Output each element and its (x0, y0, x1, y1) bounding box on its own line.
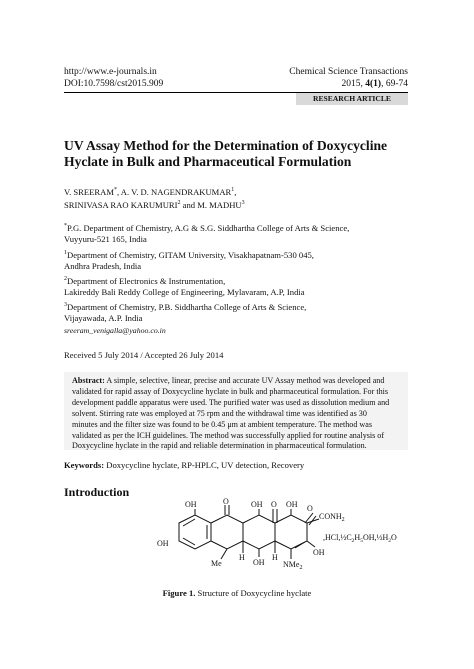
structure-label-oh: OH (313, 548, 325, 557)
structure-salt-sub: 2 (351, 538, 355, 544)
structure-salt-text: OH,½H (362, 533, 389, 542)
keywords-label: Keywords: (64, 460, 105, 470)
journal-name: Chemical Science Transactions (289, 67, 408, 77)
structure-salt-text: O (391, 533, 397, 542)
abstract-line: validated for rapid assay of Doxycycline hyclate in bulk and pharmaceutical formulation. For this (72, 386, 389, 396)
affiliation-line: Department of Chemistry, GITAM University, Visakhapatnam-530 045, (67, 250, 314, 260)
structure-subscript: 2 (299, 565, 303, 571)
affiliation-mark: 2 (64, 276, 67, 283)
keywords (64, 460, 304, 471)
affiliation-line: Andhra Pradesh, India (64, 261, 142, 271)
affiliation-line: Department of Electronics & Instrumentation, (67, 276, 226, 286)
abstract-line: validated as per the ICH guidelines. The method was successfully applied for routine analysis of (72, 430, 385, 440)
abstract (72, 376, 402, 452)
issue-volume: 4(1) (365, 79, 382, 89)
affiliation-line: Department of Chemistry, P.B. Siddhartha College of Arts & Science, (67, 302, 307, 312)
section-heading-introduction: Introduction (64, 485, 130, 499)
affiliation (64, 223, 414, 245)
figure-caption (0, 588, 474, 599)
affiliation (64, 302, 414, 324)
author-name: and M. MADHU (180, 200, 242, 210)
structure-salt-text: H (354, 533, 361, 542)
affiliation-mark: 3 (64, 302, 67, 309)
structure-label-h: H (272, 553, 278, 562)
structure-label-conh: CONH (319, 512, 342, 521)
structure-label-o: O (223, 497, 229, 506)
affiliation-line: Vijayawada, A.P. India (64, 313, 143, 323)
doi: DOI:10.7598/cst2015.909 (64, 79, 164, 89)
author-name: , A. V. D. NAGENDRAKUMAR (116, 187, 232, 197)
affiliation (64, 276, 414, 298)
doxycycline-structure (155, 497, 425, 585)
article-type-badge: RESEARCH ARTICLE (296, 93, 408, 105)
journal-issue (342, 78, 409, 90)
affiliation (64, 250, 414, 272)
journal-url[interactable]: http://www.e-journals.in (64, 67, 157, 77)
author-mark: * (113, 187, 117, 194)
abstract-line: Doxycycline hyclate in the rapid and reliable determination in pharmaceutical formulation. (72, 441, 367, 451)
author-email[interactable]: sreeram_venigalla@yahoo.co.in (64, 326, 166, 335)
author-name: V. SREERAM (64, 187, 114, 197)
paper-title-line1: UV Assay Method for the Determination of Doxycycline (64, 138, 388, 153)
structure-label-nme2 (283, 560, 302, 571)
authors-line2 (64, 200, 245, 211)
authors-line1 (64, 187, 236, 198)
keywords-text: Doxycycline hyclate, RP-HPLC, UV detection, Recovery (104, 460, 305, 470)
structure-label-conh2 (319, 512, 345, 523)
structure-label-oh: OH (185, 500, 197, 509)
affiliation-line: Lakireddy Bali Reddy College of Engineering, Mylavaram, A.P, India (64, 287, 305, 297)
abstract-label: Abstract: (72, 376, 105, 385)
paper-title-line2: Hyclate in Bulk and Pharmaceutical Formulation (64, 154, 352, 169)
structure-label-o: O (307, 504, 313, 513)
abstract-line: development paddle apparatus were used. The purified water was used as dissolution medium and (72, 397, 390, 407)
author-mark: 2 (177, 200, 181, 207)
issue-year: 2015, (341, 79, 366, 89)
abstract-line: A simple, selective, linear, precise and accurate UV Assay method was developed and (104, 376, 385, 385)
affiliation-mark: * (64, 223, 67, 230)
abstract-line: solvent. Stirring rate was employed at 75 rpm and the withdrawal time was identified as 30 (72, 408, 367, 418)
affiliation-line: P.G. Department of Chemistry, A.G & S.G. Siddhartha College of Arts & Science, (67, 223, 350, 233)
structure-subscript: 2 (341, 517, 345, 523)
issue-pages: , 69-74 (381, 79, 408, 89)
author-name: SRINIVASA RAO KARUMURI (64, 200, 178, 210)
structure-label-oh: OH (157, 539, 169, 548)
author-mark: 1 (231, 187, 235, 194)
structure-label-oh: OH (286, 500, 298, 509)
structure-salt-text: ,HCl,½C (323, 533, 352, 542)
affiliation-line: Vuyyuru-521 165, India (64, 234, 147, 244)
figure-label: Figure 1. (162, 588, 196, 598)
received-accepted-dates: Received 5 July 2014 / Accepted 26 July 2014 (64, 350, 224, 360)
author-separator: , (234, 187, 237, 197)
structure-label-h: H (239, 553, 245, 562)
affiliation-mark: 1 (64, 250, 67, 257)
abstract-line: minutes and the filter size was found to be 0.45 μm at ambient temperature. The method was (72, 419, 372, 429)
figure-caption-text: Structure of Doxycycline hyclate (195, 588, 312, 598)
author-mark: 3 (241, 200, 245, 207)
structure-label-me: Me (211, 559, 222, 568)
structure-label-oh: OH (253, 558, 265, 567)
structure-salt (323, 533, 397, 544)
structure-label-oh: OH (251, 500, 263, 509)
structure-label-o: O (271, 500, 277, 509)
structure-salt-sub: 2 (388, 538, 392, 544)
structure-salt-sub: 5 (360, 538, 363, 544)
structure-label-nme: NMe (283, 560, 300, 569)
